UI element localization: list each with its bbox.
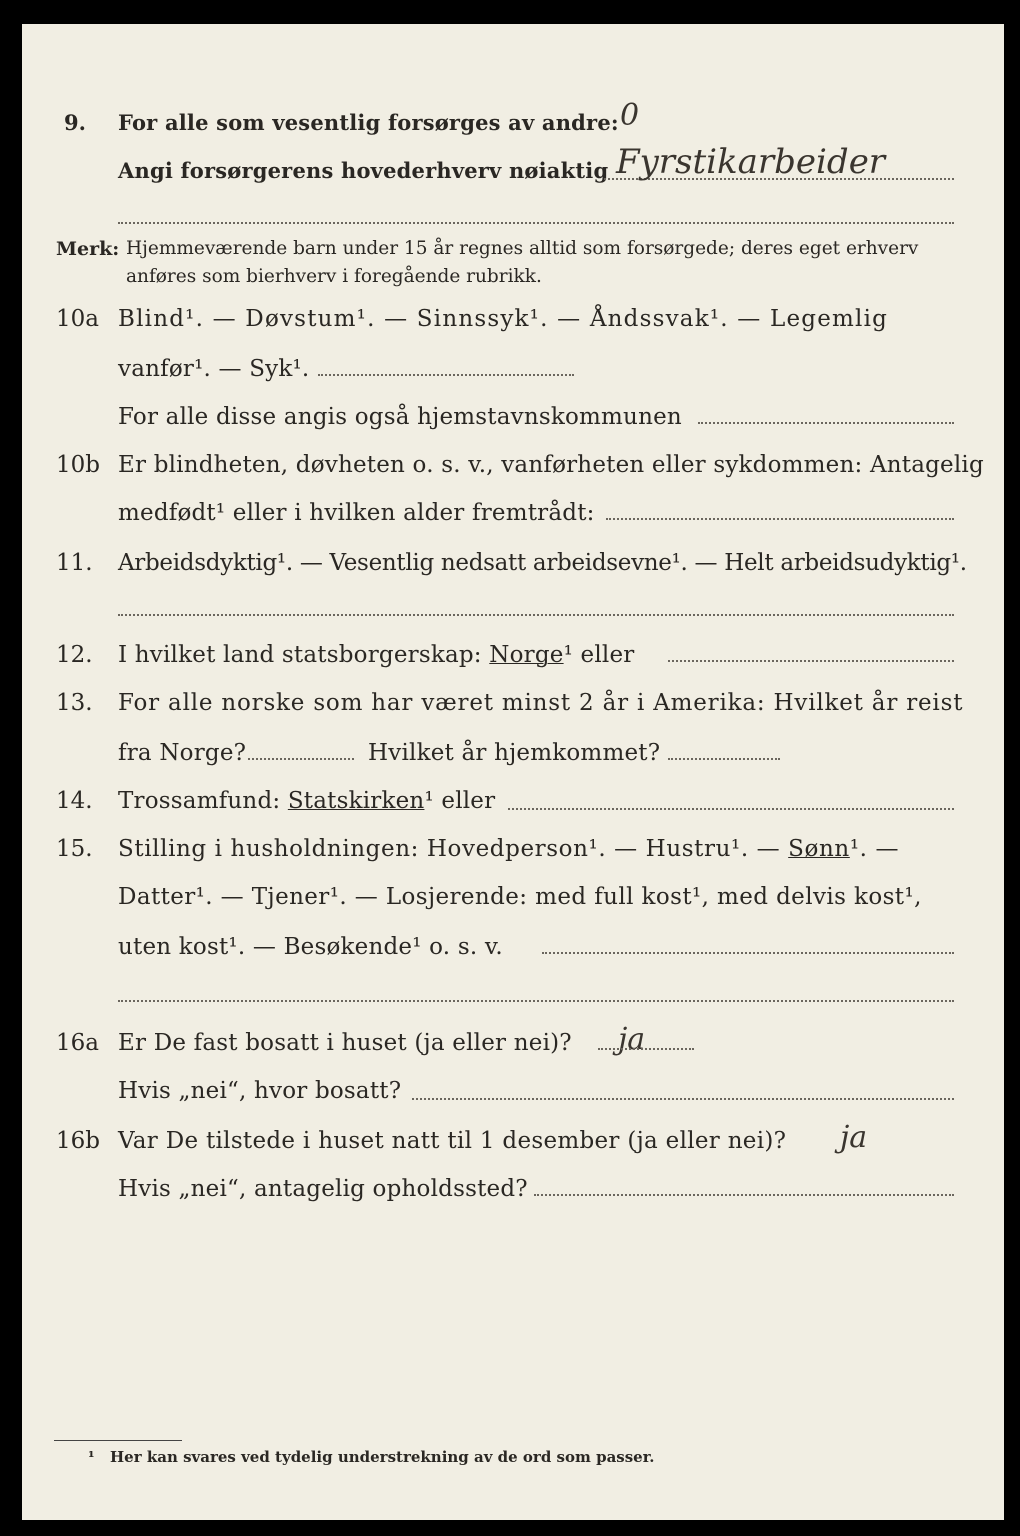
q10a-line3: For alle disse angis også hjemstavnskommunen	[118, 404, 682, 430]
q16b-line2: Hvis „nei“, antagelig opholdssted?	[118, 1176, 528, 1202]
q12-norge-option: Norge	[489, 642, 564, 668]
q16a-line2: Hvis „nei“, hvor bosatt?	[118, 1078, 402, 1104]
merk-line2: anføres som bierhverv i foregående rubrikk.	[126, 266, 542, 287]
q15-line1	[118, 836, 899, 862]
q13-line1: For alle norske som har været minst 2 år i Amerika: Hvilket år reist	[118, 690, 964, 716]
q9-number: 9.	[64, 110, 86, 135]
q13-line2a: fra Norge?	[118, 740, 247, 766]
q10a-answer-line	[318, 374, 574, 376]
q16b-handwritten-answer: ja	[840, 1120, 868, 1155]
q15-line2: Datter¹. — Tjener¹. — Losjerende: med full kost¹, med delvis kost¹,	[118, 884, 922, 910]
q10b-answer-line	[606, 518, 954, 520]
q16a-handwritten-answer: ja	[618, 1022, 646, 1057]
q13-line2b: Hvilket år hjemkommet?	[368, 740, 661, 766]
q12-answer-line	[668, 660, 954, 662]
q15-answer-line2	[118, 1000, 954, 1002]
q9-line1: For alle som vesentlig forsørges av andre:	[118, 110, 619, 135]
footnote-text: Her kan svares ved tydelig understrekning av de ord som passer.	[110, 1448, 655, 1466]
merk-line1: Hjemmeværende barn under 15 år regnes alltid som forsørgede; deres eget erhverv	[126, 238, 919, 259]
q16a-number: 16a	[56, 1030, 99, 1056]
q13-number: 13.	[56, 690, 93, 716]
q14-answer-line	[508, 808, 954, 810]
q10a-line1: Blind¹. — Døvstum¹. — Sinnssyk¹. — Åndssvak¹. — Legemlig	[118, 306, 889, 332]
q10b-line1: Er blindheten, døvheten o. s. v., vanførheten eller sykdommen: Antagelig	[118, 452, 984, 478]
q10a-number: 10a	[56, 306, 99, 332]
q15-answer-line	[542, 952, 954, 954]
q16b-opholdssted-line	[534, 1194, 954, 1196]
q9-answer-line3	[118, 222, 954, 224]
q10b-number: 10b	[56, 452, 100, 478]
q13-reist-line	[248, 758, 354, 760]
q14-text: Trossamfund:	[118, 788, 281, 814]
q12-text: I hvilket land statsborgerskap:	[118, 642, 482, 668]
q11-answer-line	[118, 614, 954, 616]
q12-eller: ¹ eller	[563, 642, 635, 668]
q11-line1: Arbeidsdyktig¹. — Vesentlig nedsatt arbeidsevne¹. — Helt arbeidsudyktig¹.	[118, 550, 967, 576]
q11-number: 11.	[56, 550, 93, 576]
q15-sonn-option: Sønn	[788, 836, 850, 862]
q10a-hjemstavn-line	[698, 422, 954, 424]
q16a-bosatt-line	[412, 1098, 954, 1100]
q16b-line1: Var De tilstede i huset natt til 1 desember (ja eller nei)?	[118, 1128, 787, 1154]
q14-number: 14.	[56, 788, 93, 814]
q12-line1	[118, 642, 634, 668]
footnote-mark: ¹	[88, 1448, 95, 1466]
q14-statskirken-option: Statskirken	[287, 788, 425, 814]
merk-label: Merk:	[56, 238, 120, 260]
q9-line2: Angi forsørgerens hovederhverv nøiaktig	[118, 158, 609, 183]
q13-hjemkommet-line	[668, 758, 780, 760]
q15-line3: uten kost¹. — Besøkende¹ o. s. v.	[118, 934, 503, 960]
q15-dash: ¹. —	[849, 836, 900, 862]
q16b-number: 16b	[56, 1128, 100, 1154]
q15-text: Stilling i husholdningen: Hovedperson¹. — Hustru¹. —	[118, 836, 781, 862]
q10b-line2: medfødt¹ eller i hvilken alder fremtrådt:	[118, 500, 595, 526]
q10a-line2: vanfør¹. — Syk¹.	[118, 356, 310, 382]
census-form-page	[22, 24, 1004, 1520]
footnote-rule	[54, 1440, 182, 1441]
q9-handwritten-answer2: Fyrstikarbeider	[616, 142, 886, 182]
q15-number: 15.	[56, 836, 93, 862]
q16a-line1: Er De fast bosatt i huset (ja eller nei)?	[118, 1030, 572, 1056]
q14-eller: ¹ eller	[424, 788, 496, 814]
q12-number: 12.	[56, 642, 93, 668]
q14-line1	[118, 788, 495, 814]
q9-handwritten-answer1: 0	[620, 98, 640, 133]
q16a-answer-line	[598, 1048, 694, 1050]
